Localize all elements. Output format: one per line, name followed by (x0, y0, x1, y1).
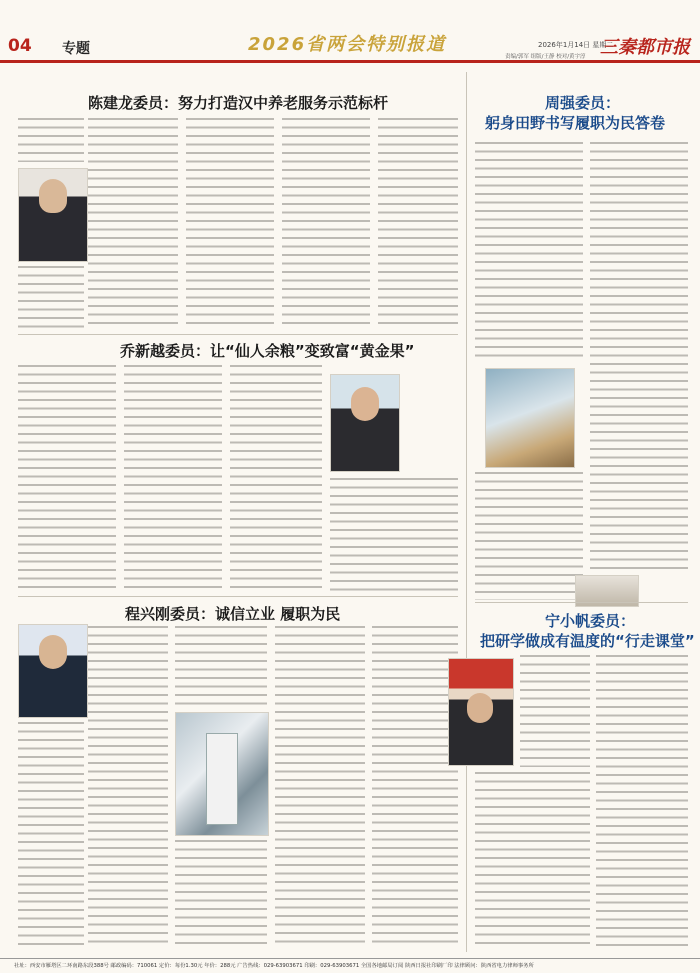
portrait-photo-qiao (330, 374, 400, 472)
article-headline-zhou-line2: 躬身田野书写履职为民答卷 (485, 114, 666, 132)
field-photo-zhou (485, 368, 575, 468)
portrait-photo-ning (448, 658, 514, 766)
article-body-chen-col3 (282, 118, 370, 328)
article-headline-qiao: 乔新越委员：让“仙人余粮”变致富“黄金果” (120, 342, 415, 360)
divider (475, 602, 688, 603)
portrait-photo-cheng (18, 624, 88, 718)
article-body-qiao-col3 (230, 365, 322, 591)
article-headline-chen: 陈建龙委员：努力打造汉中养老服务示范标杆 (88, 94, 389, 112)
section-label: 专题 (62, 41, 90, 57)
article-body-zhou-col1b (475, 472, 583, 600)
article-body-chen-col2 (186, 118, 274, 328)
column-divider (466, 72, 467, 952)
article-body-qiao-col2 (124, 365, 222, 591)
article-body-qiao-col4 (330, 478, 458, 591)
article-body-chen-col4 (378, 118, 458, 328)
header-rule (0, 60, 700, 63)
article-headline-zhou-line1: 周强委员： (545, 94, 621, 112)
article-headline-ning-line1: 宁小帆委员： (545, 612, 636, 630)
editor-credits: 责编/郭军 组版/王静 校对/黄宇淳 (505, 54, 586, 60)
portrait-photo-chen (18, 168, 88, 262)
paper-logo: 三秦都市报 (600, 37, 690, 58)
article-body-cheng-col2b (175, 840, 267, 946)
article-body-ning-col2 (596, 655, 688, 948)
article-body-cheng-intro (18, 722, 84, 946)
divider (18, 334, 458, 335)
article-body-cheng-col1 (88, 626, 168, 946)
article-body-ning-col1b (475, 772, 590, 948)
product-photo-cheng (175, 712, 269, 836)
page-number: 04 (8, 36, 32, 56)
divider (18, 596, 458, 597)
article-body-ning-col1 (520, 655, 590, 767)
issue-date: 2026年1月14日 星期二 (538, 41, 614, 49)
article-body-chen-intro (18, 118, 84, 162)
article-headline-cheng: 程兴刚委员：诚信立业 履职为民 (125, 605, 341, 623)
article-body-qiao-col1 (18, 365, 116, 591)
special-report-banner: 2026省两会特别报道 (248, 34, 447, 55)
article-headline-ning-line2: 把研学做成有温度的“行走课堂” (480, 632, 695, 650)
article-body-zhou-col1 (475, 142, 583, 362)
article-body-zhou-col2 (590, 142, 688, 570)
article-body-chen-cont (18, 266, 84, 328)
article-body-cheng-col3 (275, 626, 365, 946)
article-body-chen (88, 118, 178, 328)
article-body-cheng-col4 (372, 626, 458, 946)
page-footer: 社址：西安市雁塔区二环南路东段388号 邮政编码：710061 定价：每份1.30元 年价：288元 广告热线：029-63903671 印刷：029-63903671 全国各地邮局订阅 陕西日报社印刷厂印 法律顾问：陕西省电力律师事务所 (0, 958, 700, 973)
article-body-cheng-col2 (175, 626, 267, 706)
